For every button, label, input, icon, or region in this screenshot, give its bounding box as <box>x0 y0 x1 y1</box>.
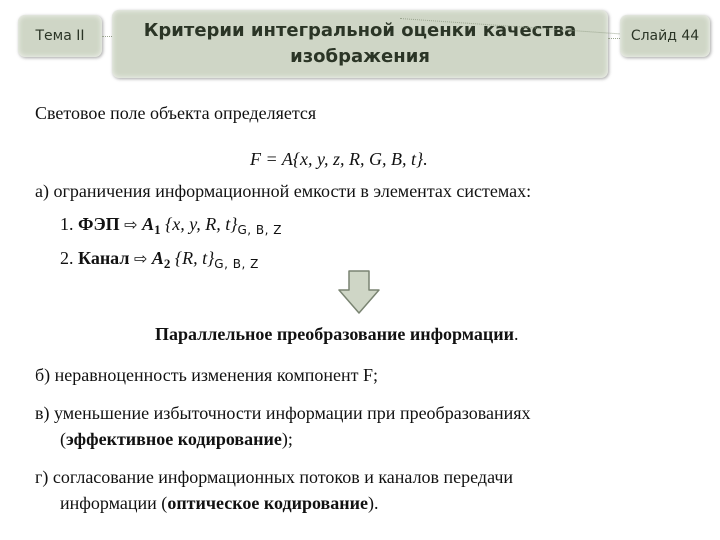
item-a: а) ограничения информационной емкости в элементах системах: <box>35 181 532 201</box>
sub-item-2-index: 2 <box>163 256 171 271</box>
sub-item-1 <box>60 213 282 237</box>
sub-item-1-num: 1. <box>60 214 74 234</box>
sub-item-1-func: A <box>142 214 155 234</box>
right-arrow-icon: ⇨ <box>133 249 148 268</box>
divider <box>102 36 112 37</box>
sub-item-1-label: ФЭП <box>78 214 120 234</box>
item-d-bold: оптическое кодирование <box>167 493 368 513</box>
sub-item-2-func: A <box>151 248 164 268</box>
parallel-conversion-end: . <box>514 324 519 344</box>
title-line-2: изображения <box>290 46 430 67</box>
sub-item-1-index: 1 <box>154 222 161 237</box>
item-d-close: ). <box>367 493 379 513</box>
item-b: б) неравноценность изменения компонент F; <box>35 365 378 385</box>
sub-item-2-args: {R, t} <box>174 248 215 268</box>
item-d-pre: информации ( <box>60 493 168 513</box>
sub-item-1-subscript: G, B, Z <box>237 223 282 237</box>
parallel-conversion-bold: Параллельное преобразование информации <box>155 324 515 344</box>
item-c-close: ); <box>281 429 293 449</box>
item-d-line-1: г) согласование информационных потоков и каналов передачи <box>35 467 514 487</box>
sub-item-2-subscript: G, B, Z <box>214 257 259 271</box>
slide-number <box>620 15 710 57</box>
topic-label <box>18 15 102 57</box>
slide-number-text: Слайд 44 <box>630 28 700 44</box>
title-line-1: Критерии интегральной оценки качества <box>143 20 577 41</box>
item-c-line-1: в) уменьшение избыточности информации при преобразованиях <box>35 403 531 423</box>
formula: F = A{x, y, z, R, G, B, t}. <box>250 149 428 169</box>
topic-text: Тема II <box>35 28 85 44</box>
slide-title <box>112 10 608 78</box>
sub-item-1-args: {x, y, R, t} <box>165 214 238 234</box>
parallel-conversion <box>155 323 519 345</box>
sub-item-2 <box>60 247 259 271</box>
intro-text: Световое поле объекта определяется <box>35 103 317 123</box>
item-c-bold: эффективное кодирование <box>66 429 282 449</box>
item-c-line-2 <box>60 428 293 450</box>
divider <box>608 38 620 39</box>
item-c-open: ( <box>60 429 66 449</box>
item-d-line-2 <box>60 492 378 514</box>
down-arrow-icon <box>338 270 380 314</box>
sub-item-2-num: 2. <box>60 248 74 268</box>
right-arrow-icon: ⇨ <box>124 215 138 234</box>
sub-item-2-label: Канал <box>78 248 130 268</box>
